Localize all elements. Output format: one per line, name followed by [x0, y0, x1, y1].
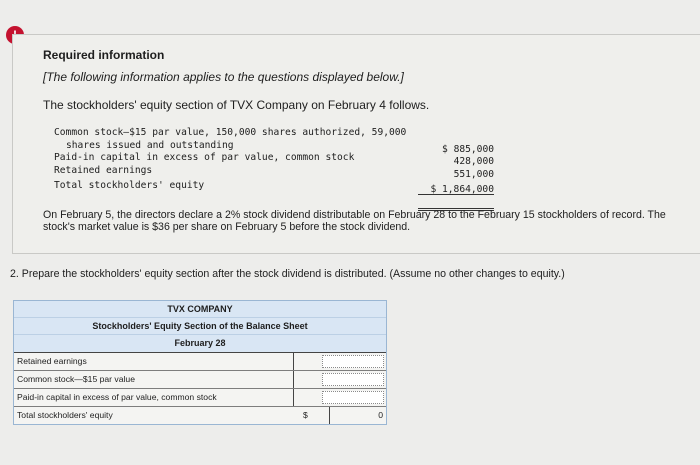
dollar-cell	[293, 371, 320, 388]
statement-header	[14, 301, 386, 352]
dollar-cell	[293, 389, 320, 406]
equity-row	[54, 180, 494, 193]
dollar-cell	[293, 353, 320, 370]
equity-row	[54, 127, 494, 140]
intro-text: The stockholders' equity section of TVX Company on February 4 follows.	[43, 98, 430, 112]
amount-cell	[320, 353, 386, 370]
statement-company: TVX COMPANY	[14, 301, 386, 318]
amount-cell	[320, 371, 386, 388]
equity-statement-form	[13, 300, 387, 425]
total-label: Total stockholders' equity	[17, 410, 113, 420]
statement-date: February 28	[174, 338, 226, 348]
equity-section-feb4	[54, 127, 494, 193]
total-amount: 0	[329, 407, 386, 424]
total-dollar-sign: $	[303, 410, 308, 420]
equity-row-label: Retained earnings	[54, 164, 153, 176]
paid-in-capital-input[interactable]	[322, 391, 384, 404]
table-row	[14, 388, 386, 406]
equity-row	[54, 152, 494, 165]
equity-row-label: shares issued and outstanding	[66, 139, 234, 151]
equity-row	[54, 140, 494, 153]
amount-cell	[320, 389, 386, 406]
statement-body	[14, 352, 386, 424]
subtotal-rule	[418, 194, 494, 195]
total-row	[14, 406, 386, 424]
dividend-narrative: On February 5, the directors declare a 2% stock dividend distributable on February 28 to the February 15 stockholders of record. The stock's market value is $36 per share on February 5 before the stock dividend.	[43, 209, 666, 233]
equity-row-value: 551,000	[453, 168, 494, 180]
statement-title: Stockholders' Equity Section of the Balance Sheet	[14, 318, 386, 335]
equity-row-value: 428,000	[453, 156, 494, 167]
equity-row-label: Paid-in capital in excess of par value, common stock	[54, 152, 355, 163]
equity-row-value: $ 885,000	[442, 143, 494, 155]
retained-earnings-input[interactable]	[322, 355, 384, 368]
required-info-title: Required information	[43, 48, 165, 62]
required-information-panel	[12, 34, 700, 254]
table-row	[14, 370, 386, 388]
question-text: 2. Prepare the stockholders' equity section after the stock dividend is distributed. (Assume no other changes to equity.)	[10, 268, 565, 280]
info-note: [The following information applies to the questions displayed below.]	[43, 70, 404, 84]
table-row	[14, 352, 386, 370]
common-stock-input[interactable]	[322, 373, 384, 386]
equity-row-label: Total stockholders' equity	[54, 180, 205, 191]
equity-row	[54, 165, 494, 178]
equity-row-label: Common stock—$15 par value, 150,000 shares authorized, 59,000	[54, 127, 407, 138]
row-label: Paid-in capital in excess of par value, common stock	[17, 392, 217, 402]
row-label: Retained earnings	[17, 356, 87, 366]
equity-row-value: $ 1,864,000	[430, 184, 494, 195]
row-label: Common stock—$15 par value	[17, 374, 135, 384]
